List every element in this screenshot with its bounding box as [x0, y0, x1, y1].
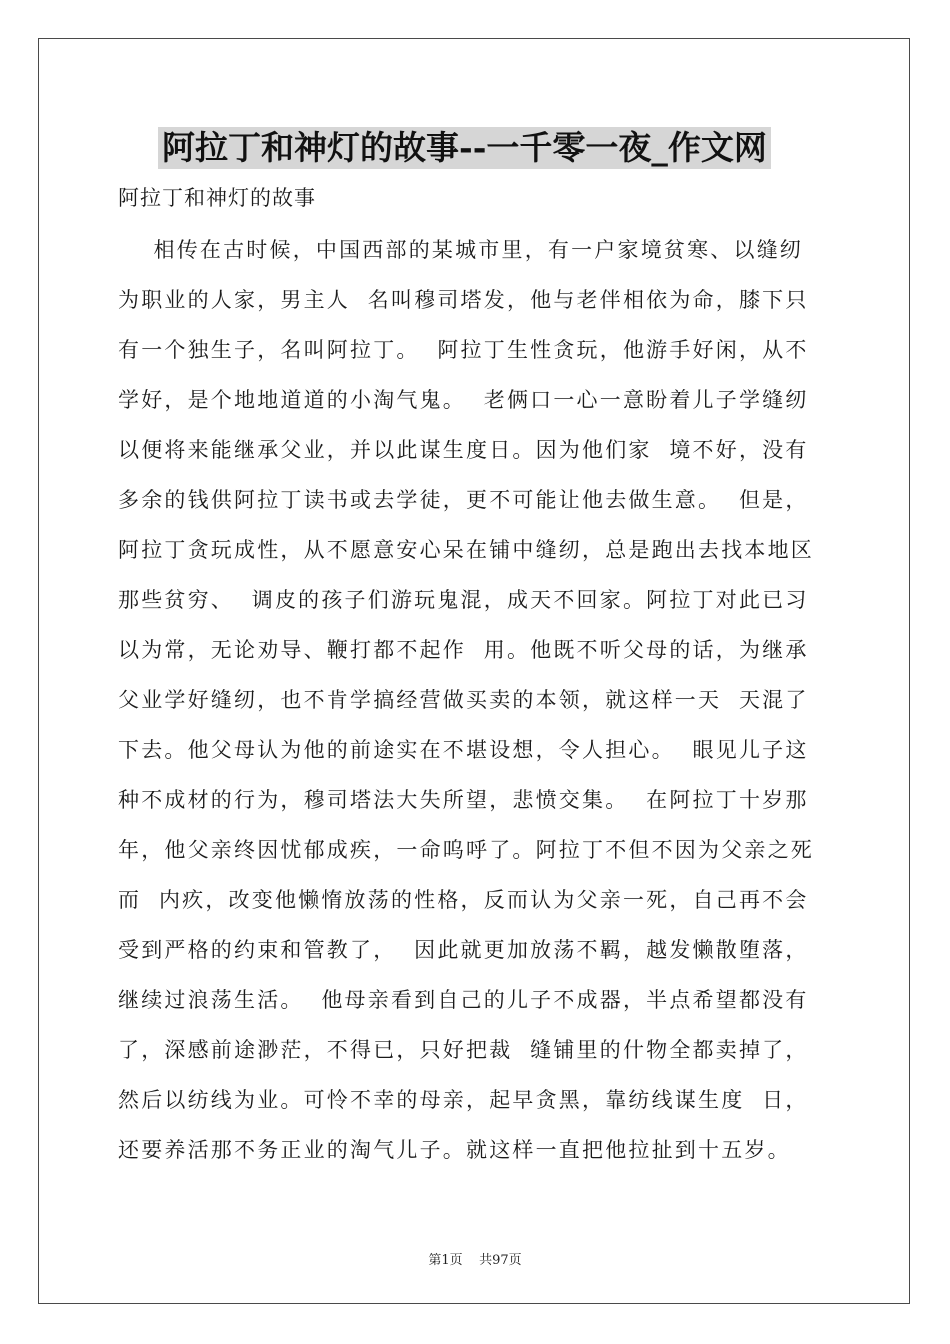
text-line: 然后以纺线为业。可怜不幸的母亲，起早贪黑，靠纺线谋生度 日， — [118, 1088, 809, 1112]
text-line: 以便将来能继承父业，并以此谋生度日。因为他们家 境不好，没有 — [118, 438, 809, 462]
text-line: 种不成材的行为，穆司塔法大失所望，悲愤交集。 在阿拉丁十岁那 — [118, 788, 809, 812]
text-line: 而 内疚，改变他懒惰放荡的性格，反而认为父亲一死，自己再不会 — [118, 888, 809, 912]
text-line: 有一个独生子，名叫阿拉丁。 阿拉丁生性贪玩，他游手好闲，从不 — [118, 338, 809, 362]
text-line: 年，他父亲终因忧郁成疾，一命呜呼了。阿拉丁不但不因为父亲之死 — [118, 838, 814, 862]
text-line: 为职业的人家，男主人 名叫穆司塔发，他与老伴相依为命，膝下只 — [118, 288, 809, 312]
text-line: 受到严格的约束和管教了， 因此就更加放荡不羁，越发懒散堕落， — [118, 938, 809, 962]
text-line: 那些贫穷、 调皮的孩子们游玩鬼混，成天不回家。阿拉丁对此已习 — [118, 588, 809, 612]
body-paragraph — [118, 232, 838, 1182]
text-line: 以为常，无论劝导、鞭打都不起作 用。他既不听父母的话，为继承 — [118, 638, 809, 662]
page-number-footer: 第1页 共97页 — [428, 1253, 522, 1268]
text-line: 父业学好缝纫，也不肯学搞经营做买卖的本领，就这样一天 天混了 — [118, 688, 809, 712]
text-line: 学好，是个地地道道的小淘气鬼。 老俩口一心一意盼着儿子学缝纫 — [118, 388, 809, 412]
text-line: 还要养活那不务正业的淘气儿子。就这样一直把他拉扯到十五岁。 — [118, 1138, 791, 1162]
text-line: 下去。他父母认为他的前途实在不堪设想，令人担心。 眼见儿子这 — [118, 738, 809, 762]
document-subtitle: 阿拉丁和神灯的故事 — [118, 186, 316, 210]
text-line: 多余的钱供阿拉丁读书或去学徒，更不可能让他去做生意。 但是， — [118, 488, 809, 512]
document-title: 阿拉丁和神灯的故事--一千零一夜_作文网 — [158, 127, 771, 169]
text-line: 了，深感前途渺茫，不得已，只好把裁 缝铺里的什物全都卖掉了， — [118, 1038, 809, 1062]
text-line: 阿拉丁贪玩成性，从不愿意安心呆在铺中缝纫，总是跑出去找本地区 — [118, 538, 814, 562]
text-line: 继续过浪荡生活。 他母亲看到自己的儿子不成器，半点希望都没有 — [118, 988, 809, 1012]
text-line: 相传在古时候，中国西部的某城市里，有一户家境贫寒、以缝纫 — [118, 238, 804, 262]
